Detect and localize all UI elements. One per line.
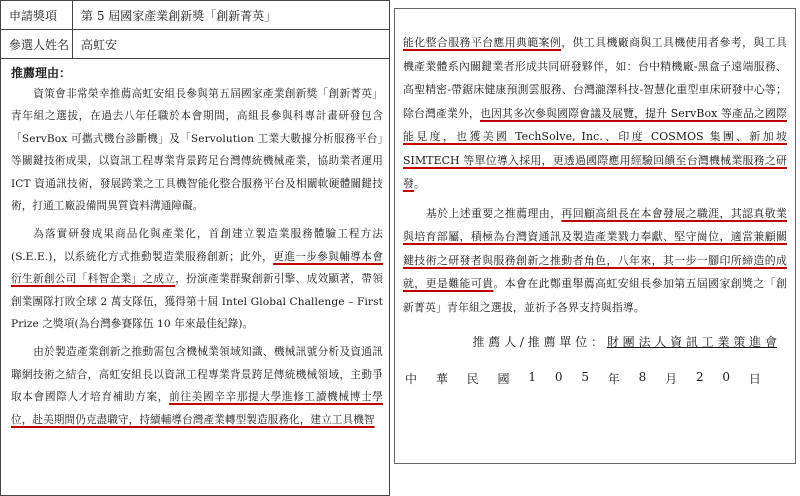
date-char: 0 xyxy=(554,370,563,384)
text-run: ，扮演產業群聚創新引擎、成效顯著，帶領創業團隊打敗全球 2 萬支隊伍，獲得第十屆 Intel Global Challenge – First Prize 之獎項(為台灣參賽隊伍 10 年來最佳紀錄)。 xyxy=(11,273,383,331)
reason-heading: 推薦理由： xyxy=(11,66,72,80)
left-page xyxy=(0,0,390,496)
text-run: 。 xyxy=(414,177,425,190)
text-run: ，供工具機廠商與工具機使用者參考，與工具機產業體系內關鍵業者形成共同研發夥伴，如：台中精機廠-黑盒子遠端服務、高聖精密-帶鋸床健康預測雲服務、台灣瀧澤科技-智慧化重型車床研發中心等；除台灣產業外， xyxy=(403,36,787,120)
date-char: 國 xyxy=(497,372,510,386)
date-char: 民 xyxy=(466,372,479,386)
underlined-text: 再回顧高組長在本會發展之職涯，其認真敬業與培育部屬，積極為台灣資通訊及製造產業戮力奉獻、堅守崗位，適當兼顧關鍵技術之研發者與服務創新之推動者角色，八年來，其一步一腳印所締造的成就，更是難能可貴 xyxy=(403,206,787,290)
candidate-row xyxy=(1,30,389,59)
candidate-label: 參選人姓名 xyxy=(1,30,73,58)
text-run: 為落實研發成果商品化與產業化，首創建立製造業服務體驗工程方法 (S.E.E.)，以系統化方式推動製造業服務創新；此外， xyxy=(11,228,383,263)
date-line xyxy=(395,370,795,387)
signature-label: 推 薦 人 / 推 薦 單 位 ： xyxy=(472,335,604,349)
date-char: 日 xyxy=(748,372,761,386)
date-char: 0 xyxy=(722,370,731,384)
right-page xyxy=(394,8,796,464)
date-char: 華 xyxy=(435,372,448,386)
award-row xyxy=(1,1,389,30)
text-run: 。本會在此鄭重舉薦高虹安組長參加第五屆國家創獎之「創新菁英」青年組之選拔，並祈予各界支持與指導。 xyxy=(403,277,787,314)
underlined-text: 能化整合服務平台應用典範案例 xyxy=(403,36,562,49)
underlined-text: 更進一步參與輔導本會衍生新創公司「科智企業」之成立 xyxy=(11,250,384,286)
right-paragraph-2 xyxy=(395,202,795,320)
left-paragraph-2 xyxy=(1,223,389,335)
underlined-text: 也因其多次參與國際會議及展覽，提升 ServBox 等產品之國際能見度，也獲美國 TechSolve, Inc.、印度 COSMOS 集團、新加坡 SIMTECH 等單位導入採用，更透過國際應用經驗回饋至台灣機械業服務之研發 xyxy=(403,106,787,190)
date-char: 1 xyxy=(528,370,537,384)
award-value: 第 5 屆國家產業創新獎「創新菁英」 xyxy=(81,8,277,23)
date-char: 年 xyxy=(607,372,620,386)
underlined-text: 前往美國辛辛那提大學進修工讀機械博士學位，赴美期間仍克盡職守，持續輔導台灣產業轉型製造服務化，建立工具機智 xyxy=(11,391,383,426)
date-char: 8 xyxy=(638,370,647,384)
date-char: 2 xyxy=(695,370,704,384)
award-label: 申請獎項 xyxy=(1,1,73,29)
date-char: 中 xyxy=(405,372,418,386)
left-paragraph-3 xyxy=(1,341,389,431)
text-run: 由於製造產業創新之推動需包含機械業領域知識、機械訊號分析及資通訊聯網技術之結合，高虹安組長以資訊工程專業背景跨足傳統機械領域，主動爭取本會國際人才培育補助方案， xyxy=(11,346,383,404)
text-run: 資策會非常榮幸推薦高虹安組長參與第五屆國家產業創新獎「創新菁英」青年組之選拔，在過去八年任職於本會期間，高組長參與科專計畫研發包含「ServBox 可攜式機台診斷機」及「Servolution 工業大數據分析服務平台」等關鍵技術成果，以資訊工程專業背景跨足台灣傳統機械產業，協助業者運用 ICT 資通訊技術，發展跨業之工具機智能化整合服務平台及相關軟硬體關鍵技術，打通工廠設備間異質資料溝通障礙。 xyxy=(11,88,383,213)
text-run: 基於上述重要之推薦理由， xyxy=(425,206,562,220)
signature-org: 財 團 法 人 資 訊 工 業 策 進 會 xyxy=(606,335,777,349)
date-char: 5 xyxy=(581,370,589,384)
right-paragraph-1 xyxy=(395,31,795,196)
left-paragraph-1 xyxy=(1,83,389,217)
candidate-value: 高虹安 xyxy=(81,37,118,52)
date-char: 月 xyxy=(665,372,678,386)
signature-line xyxy=(395,333,795,350)
